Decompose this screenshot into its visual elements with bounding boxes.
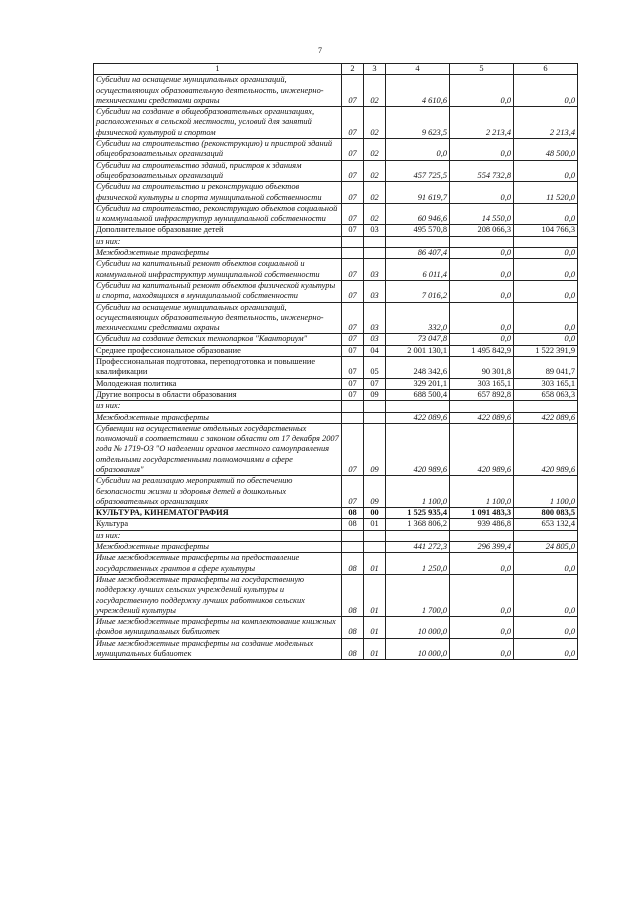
- amount-year3-cell: 0,0: [514, 638, 578, 660]
- amount-year3-cell: 89 041,7: [514, 357, 578, 379]
- section-code-cell: 07: [342, 139, 364, 161]
- row-name-cell: Иные межбюджетные трансферты на предоставление государственных грантов в сфере культуры: [94, 553, 342, 575]
- amount-year2-cell: 208 066,3: [450, 225, 514, 236]
- section-code-cell: [342, 248, 364, 259]
- table-row: [94, 160, 578, 182]
- amount-year1-cell: 1 250,0: [386, 553, 450, 575]
- subsection-code-cell: [364, 248, 386, 259]
- amount-year2-cell: 90 301,8: [450, 357, 514, 379]
- amount-year1-cell: 1 100,0: [386, 476, 450, 508]
- subsection-code-cell: 03: [364, 334, 386, 345]
- amount-year3-cell: [514, 401, 578, 412]
- subsection-code-cell: 03: [364, 302, 386, 334]
- page-number: 7: [318, 46, 322, 55]
- amount-year1-cell: 7 016,2: [386, 280, 450, 302]
- subsection-code-cell: 02: [364, 160, 386, 182]
- amount-year1-cell: 420 989,6: [386, 423, 450, 475]
- section-code-cell: 07: [342, 107, 364, 139]
- amount-year1-cell: 248 342,6: [386, 357, 450, 379]
- amount-year3-cell: 0,0: [514, 617, 578, 639]
- row-name-cell: из них:: [94, 236, 342, 247]
- table-row: [94, 334, 578, 345]
- subsection-code-cell: 01: [364, 574, 386, 616]
- section-code-cell: 07: [342, 423, 364, 475]
- section-code-cell: 07: [342, 160, 364, 182]
- table-row: [94, 107, 578, 139]
- amount-year1-cell: 1 700,0: [386, 574, 450, 616]
- amount-year2-cell: [450, 530, 514, 541]
- amount-year2-cell: 0,0: [450, 638, 514, 660]
- amount-year3-cell: 0,0: [514, 75, 578, 107]
- subsection-code-cell: [364, 530, 386, 541]
- amount-year3-cell: 24 805,0: [514, 542, 578, 553]
- section-code-cell: [342, 236, 364, 247]
- table-row: [94, 389, 578, 400]
- row-name-cell: КУЛЬТУРА, КИНЕМАТОГРАФИЯ: [94, 508, 342, 519]
- amount-year2-cell: 0,0: [450, 182, 514, 204]
- subsection-code-cell: 03: [364, 280, 386, 302]
- amount-year2-cell: 0,0: [450, 302, 514, 334]
- subsection-code-cell: [364, 542, 386, 553]
- section-code-cell: 07: [342, 280, 364, 302]
- amount-year2-cell: 0,0: [450, 248, 514, 259]
- amount-year2-cell: [450, 401, 514, 412]
- row-name-cell: Иные межбюджетные трансферты на государственную поддержку лучших сельских учреждений культуры и государственную поддержку лучших работников сельских учреждений культуры: [94, 574, 342, 616]
- amount-year2-cell: 0,0: [450, 574, 514, 616]
- amount-year1-cell: 422 089,6: [386, 412, 450, 423]
- subsection-code-cell: 01: [364, 519, 386, 530]
- row-name-cell: Субвенции на осуществление отдельных государственных полномочий в соответствии с законом области от 17 декабря 2007 года № 1719-ОЗ "О наделении органов местного самоуправления отдельными государственными полномочиями в сфере образования": [94, 423, 342, 475]
- amount-year3-cell: 0,0: [514, 334, 578, 345]
- amount-year3-cell: 303 165,1: [514, 378, 578, 389]
- table-row: [94, 139, 578, 161]
- subsection-code-cell: 09: [364, 476, 386, 508]
- header-cell: 3: [364, 64, 386, 75]
- amount-year3-cell: 11 520,0: [514, 182, 578, 204]
- amount-year3-cell: 48 500,0: [514, 139, 578, 161]
- table-row: [94, 508, 578, 519]
- amount-year1-cell: 10 000,0: [386, 617, 450, 639]
- section-code-cell: 08: [342, 574, 364, 616]
- table-row: [94, 75, 578, 107]
- table-row: [94, 401, 578, 412]
- section-code-cell: 07: [342, 75, 364, 107]
- amount-year2-cell: 0,0: [450, 259, 514, 281]
- subsection-code-cell: 02: [364, 75, 386, 107]
- amount-year1-cell: 4 610,6: [386, 75, 450, 107]
- table-row: [94, 553, 578, 575]
- row-name-cell: Субсидии на капитальный ремонт объектов социальной и коммунальной инфраструктур муниципальной собственности: [94, 259, 342, 281]
- amount-year1-cell: 2 001 130,1: [386, 345, 450, 356]
- row-name-cell: из них:: [94, 401, 342, 412]
- subsection-code-cell: 04: [364, 345, 386, 356]
- subsection-code-cell: 02: [364, 203, 386, 225]
- amount-year3-cell: 104 766,3: [514, 225, 578, 236]
- amount-year3-cell: 1 100,0: [514, 476, 578, 508]
- amount-year1-cell: 73 047,8: [386, 334, 450, 345]
- amount-year2-cell: 554 732,8: [450, 160, 514, 182]
- amount-year1-cell: 0,0: [386, 139, 450, 161]
- amount-year2-cell: [450, 236, 514, 247]
- section-code-cell: 08: [342, 508, 364, 519]
- table-row: [94, 302, 578, 334]
- subsection-code-cell: 02: [364, 107, 386, 139]
- section-code-cell: 08: [342, 638, 364, 660]
- section-code-cell: 07: [342, 302, 364, 334]
- row-name-cell: Другие вопросы в области образования: [94, 389, 342, 400]
- table-row: [94, 259, 578, 281]
- header-cell: 5: [450, 64, 514, 75]
- amount-year2-cell: 420 989,6: [450, 423, 514, 475]
- table-header-row: [94, 64, 578, 75]
- section-code-cell: 07: [342, 476, 364, 508]
- subsection-code-cell: 09: [364, 423, 386, 475]
- table-row: [94, 225, 578, 236]
- row-name-cell: Межбюджетные трансферты: [94, 248, 342, 259]
- amount-year3-cell: 0,0: [514, 302, 578, 334]
- row-name-cell: из них:: [94, 530, 342, 541]
- amount-year1-cell: 6 011,4: [386, 259, 450, 281]
- section-code-cell: 08: [342, 519, 364, 530]
- amount-year1-cell: [386, 236, 450, 247]
- section-code-cell: [342, 530, 364, 541]
- amount-year3-cell: 0,0: [514, 553, 578, 575]
- row-name-cell: Субсидии на строительство (реконструкцию) и пристрой зданий общеобразовательных организаций: [94, 139, 342, 161]
- header-cell: 1: [94, 64, 342, 75]
- section-code-cell: [342, 401, 364, 412]
- amount-year3-cell: 0,0: [514, 248, 578, 259]
- row-name-cell: Субсидии на оснащение муниципальных организаций, осуществляющих образовательную деятельность, инженерно-техническими средствами охраны: [94, 75, 342, 107]
- amount-year2-cell: 0,0: [450, 75, 514, 107]
- row-name-cell: Субсидии на капитальный ремонт объектов физической культуры и спорта, находящихся в муниципальной собственности: [94, 280, 342, 302]
- table-row: [94, 280, 578, 302]
- row-name-cell: Межбюджетные трансферты: [94, 412, 342, 423]
- header-cell: 4: [386, 64, 450, 75]
- table-row: [94, 248, 578, 259]
- table-row: [94, 574, 578, 616]
- amount-year3-cell: 420 989,6: [514, 423, 578, 475]
- amount-year2-cell: 1 100,0: [450, 476, 514, 508]
- section-code-cell: 07: [342, 345, 364, 356]
- amount-year2-cell: 422 089,6: [450, 412, 514, 423]
- amount-year1-cell: 9 623,5: [386, 107, 450, 139]
- amount-year1-cell: 329 201,1: [386, 378, 450, 389]
- amount-year1-cell: 1 368 806,2: [386, 519, 450, 530]
- subsection-code-cell: 00: [364, 508, 386, 519]
- section-code-cell: 07: [342, 357, 364, 379]
- section-code-cell: [342, 542, 364, 553]
- section-code-cell: 07: [342, 259, 364, 281]
- amount-year1-cell: 495 570,8: [386, 225, 450, 236]
- amount-year2-cell: 0,0: [450, 553, 514, 575]
- table-row: [94, 617, 578, 639]
- amount-year1-cell: 688 500,4: [386, 389, 450, 400]
- section-code-cell: 07: [342, 203, 364, 225]
- subsection-code-cell: [364, 236, 386, 247]
- amount-year1-cell: 91 619,7: [386, 182, 450, 204]
- amount-year3-cell: 0,0: [514, 259, 578, 281]
- subsection-code-cell: [364, 401, 386, 412]
- amount-year3-cell: 2 213,4: [514, 107, 578, 139]
- amount-year3-cell: 1 522 391,9: [514, 345, 578, 356]
- amount-year2-cell: 2 213,4: [450, 107, 514, 139]
- subsection-code-cell: 01: [364, 638, 386, 660]
- budget-table: [93, 63, 578, 660]
- row-name-cell: Молодежная политика: [94, 378, 342, 389]
- subsection-code-cell: 03: [364, 225, 386, 236]
- amount-year1-cell: 441 272,3: [386, 542, 450, 553]
- row-name-cell: Дополнительное образование детей: [94, 225, 342, 236]
- table-row: [94, 519, 578, 530]
- row-name-cell: Субсидии на строительство и реконструкцию объектов физической культуры и спорта муниципальной собственности: [94, 182, 342, 204]
- subsection-code-cell: 05: [364, 357, 386, 379]
- amount-year1-cell: 60 946,6: [386, 203, 450, 225]
- amount-year3-cell: 0,0: [514, 203, 578, 225]
- amount-year3-cell: 0,0: [514, 280, 578, 302]
- table-row: [94, 530, 578, 541]
- row-name-cell: Субсидии на строительство, реконструкцию объектов социальной и коммунальной инфраструктур муниципальной собственности: [94, 203, 342, 225]
- section-code-cell: [342, 412, 364, 423]
- row-name-cell: Иные межбюджетные трансферты на комплектование книжных фондов муниципальных библиотек: [94, 617, 342, 639]
- header-cell: 6: [514, 64, 578, 75]
- amount-year2-cell: 1 091 483,3: [450, 508, 514, 519]
- header-cell: 2: [342, 64, 364, 75]
- amount-year1-cell: 332,0: [386, 302, 450, 334]
- table-row: [94, 638, 578, 660]
- table-row: [94, 345, 578, 356]
- amount-year1-cell: 1 525 935,4: [386, 508, 450, 519]
- row-name-cell: Субсидии на создание детских технопарков "Кванториум": [94, 334, 342, 345]
- subsection-code-cell: 01: [364, 553, 386, 575]
- table-row: [94, 542, 578, 553]
- row-name-cell: Среднее профессиональное образование: [94, 345, 342, 356]
- table-row: [94, 412, 578, 423]
- amount-year2-cell: 0,0: [450, 617, 514, 639]
- subsection-code-cell: 03: [364, 259, 386, 281]
- amount-year2-cell: 1 495 842,9: [450, 345, 514, 356]
- row-name-cell: Субсидии на строительство зданий, пристроя к зданиям общеобразовательных организаций: [94, 160, 342, 182]
- table-row: [94, 236, 578, 247]
- amount-year2-cell: 939 486,8: [450, 519, 514, 530]
- table-row: [94, 378, 578, 389]
- row-name-cell: Иные межбюджетные трансферты на создание модельных муниципальных библиотек: [94, 638, 342, 660]
- amount-year1-cell: [386, 401, 450, 412]
- row-name-cell: Межбюджетные трансферты: [94, 542, 342, 553]
- row-name-cell: Культура: [94, 519, 342, 530]
- amount-year3-cell: 653 132,4: [514, 519, 578, 530]
- amount-year1-cell: 10 000,0: [386, 638, 450, 660]
- amount-year3-cell: 422 089,6: [514, 412, 578, 423]
- amount-year3-cell: [514, 236, 578, 247]
- amount-year2-cell: 0,0: [450, 280, 514, 302]
- table-row: [94, 203, 578, 225]
- amount-year3-cell: 0,0: [514, 160, 578, 182]
- section-code-cell: 08: [342, 553, 364, 575]
- row-name-cell: Субсидии на оснащение муниципальных организаций, осуществляющих образовательную деятельность, инженерно-техническими средствами охраны: [94, 302, 342, 334]
- section-code-cell: 07: [342, 225, 364, 236]
- amount-year2-cell: 657 892,8: [450, 389, 514, 400]
- amount-year3-cell: [514, 530, 578, 541]
- section-code-cell: 07: [342, 389, 364, 400]
- amount-year3-cell: 0,0: [514, 574, 578, 616]
- subsection-code-cell: 01: [364, 617, 386, 639]
- subsection-code-cell: 02: [364, 182, 386, 204]
- table-row: [94, 423, 578, 475]
- table-row: [94, 357, 578, 379]
- section-code-cell: 07: [342, 378, 364, 389]
- amount-year1-cell: 86 407,4: [386, 248, 450, 259]
- table-row: [94, 476, 578, 508]
- subsection-code-cell: 02: [364, 139, 386, 161]
- table-row: [94, 182, 578, 204]
- amount-year2-cell: 303 165,1: [450, 378, 514, 389]
- subsection-code-cell: 07: [364, 378, 386, 389]
- subsection-code-cell: 09: [364, 389, 386, 400]
- amount-year3-cell: 800 083,5: [514, 508, 578, 519]
- amount-year1-cell: 457 725,5: [386, 160, 450, 182]
- subsection-code-cell: [364, 412, 386, 423]
- section-code-cell: 08: [342, 617, 364, 639]
- section-code-cell: 07: [342, 334, 364, 345]
- amount-year2-cell: 0,0: [450, 334, 514, 345]
- amount-year2-cell: 0,0: [450, 139, 514, 161]
- row-name-cell: Профессиональная подготовка, переподготовка и повышение квалификации: [94, 357, 342, 379]
- row-name-cell: Субсидии на создание в общеобразовательных организациях, расположенных в сельской местности, условий для занятий физической культурой и спортом: [94, 107, 342, 139]
- amount-year2-cell: 14 550,0: [450, 203, 514, 225]
- row-name-cell: Субсидии на реализацию мероприятий по обеспечению безопасности жизни и здоровья детей в дошкольных образовательных организациях: [94, 476, 342, 508]
- amount-year1-cell: [386, 530, 450, 541]
- section-code-cell: 07: [342, 182, 364, 204]
- amount-year3-cell: 658 063,3: [514, 389, 578, 400]
- amount-year2-cell: 296 399,4: [450, 542, 514, 553]
